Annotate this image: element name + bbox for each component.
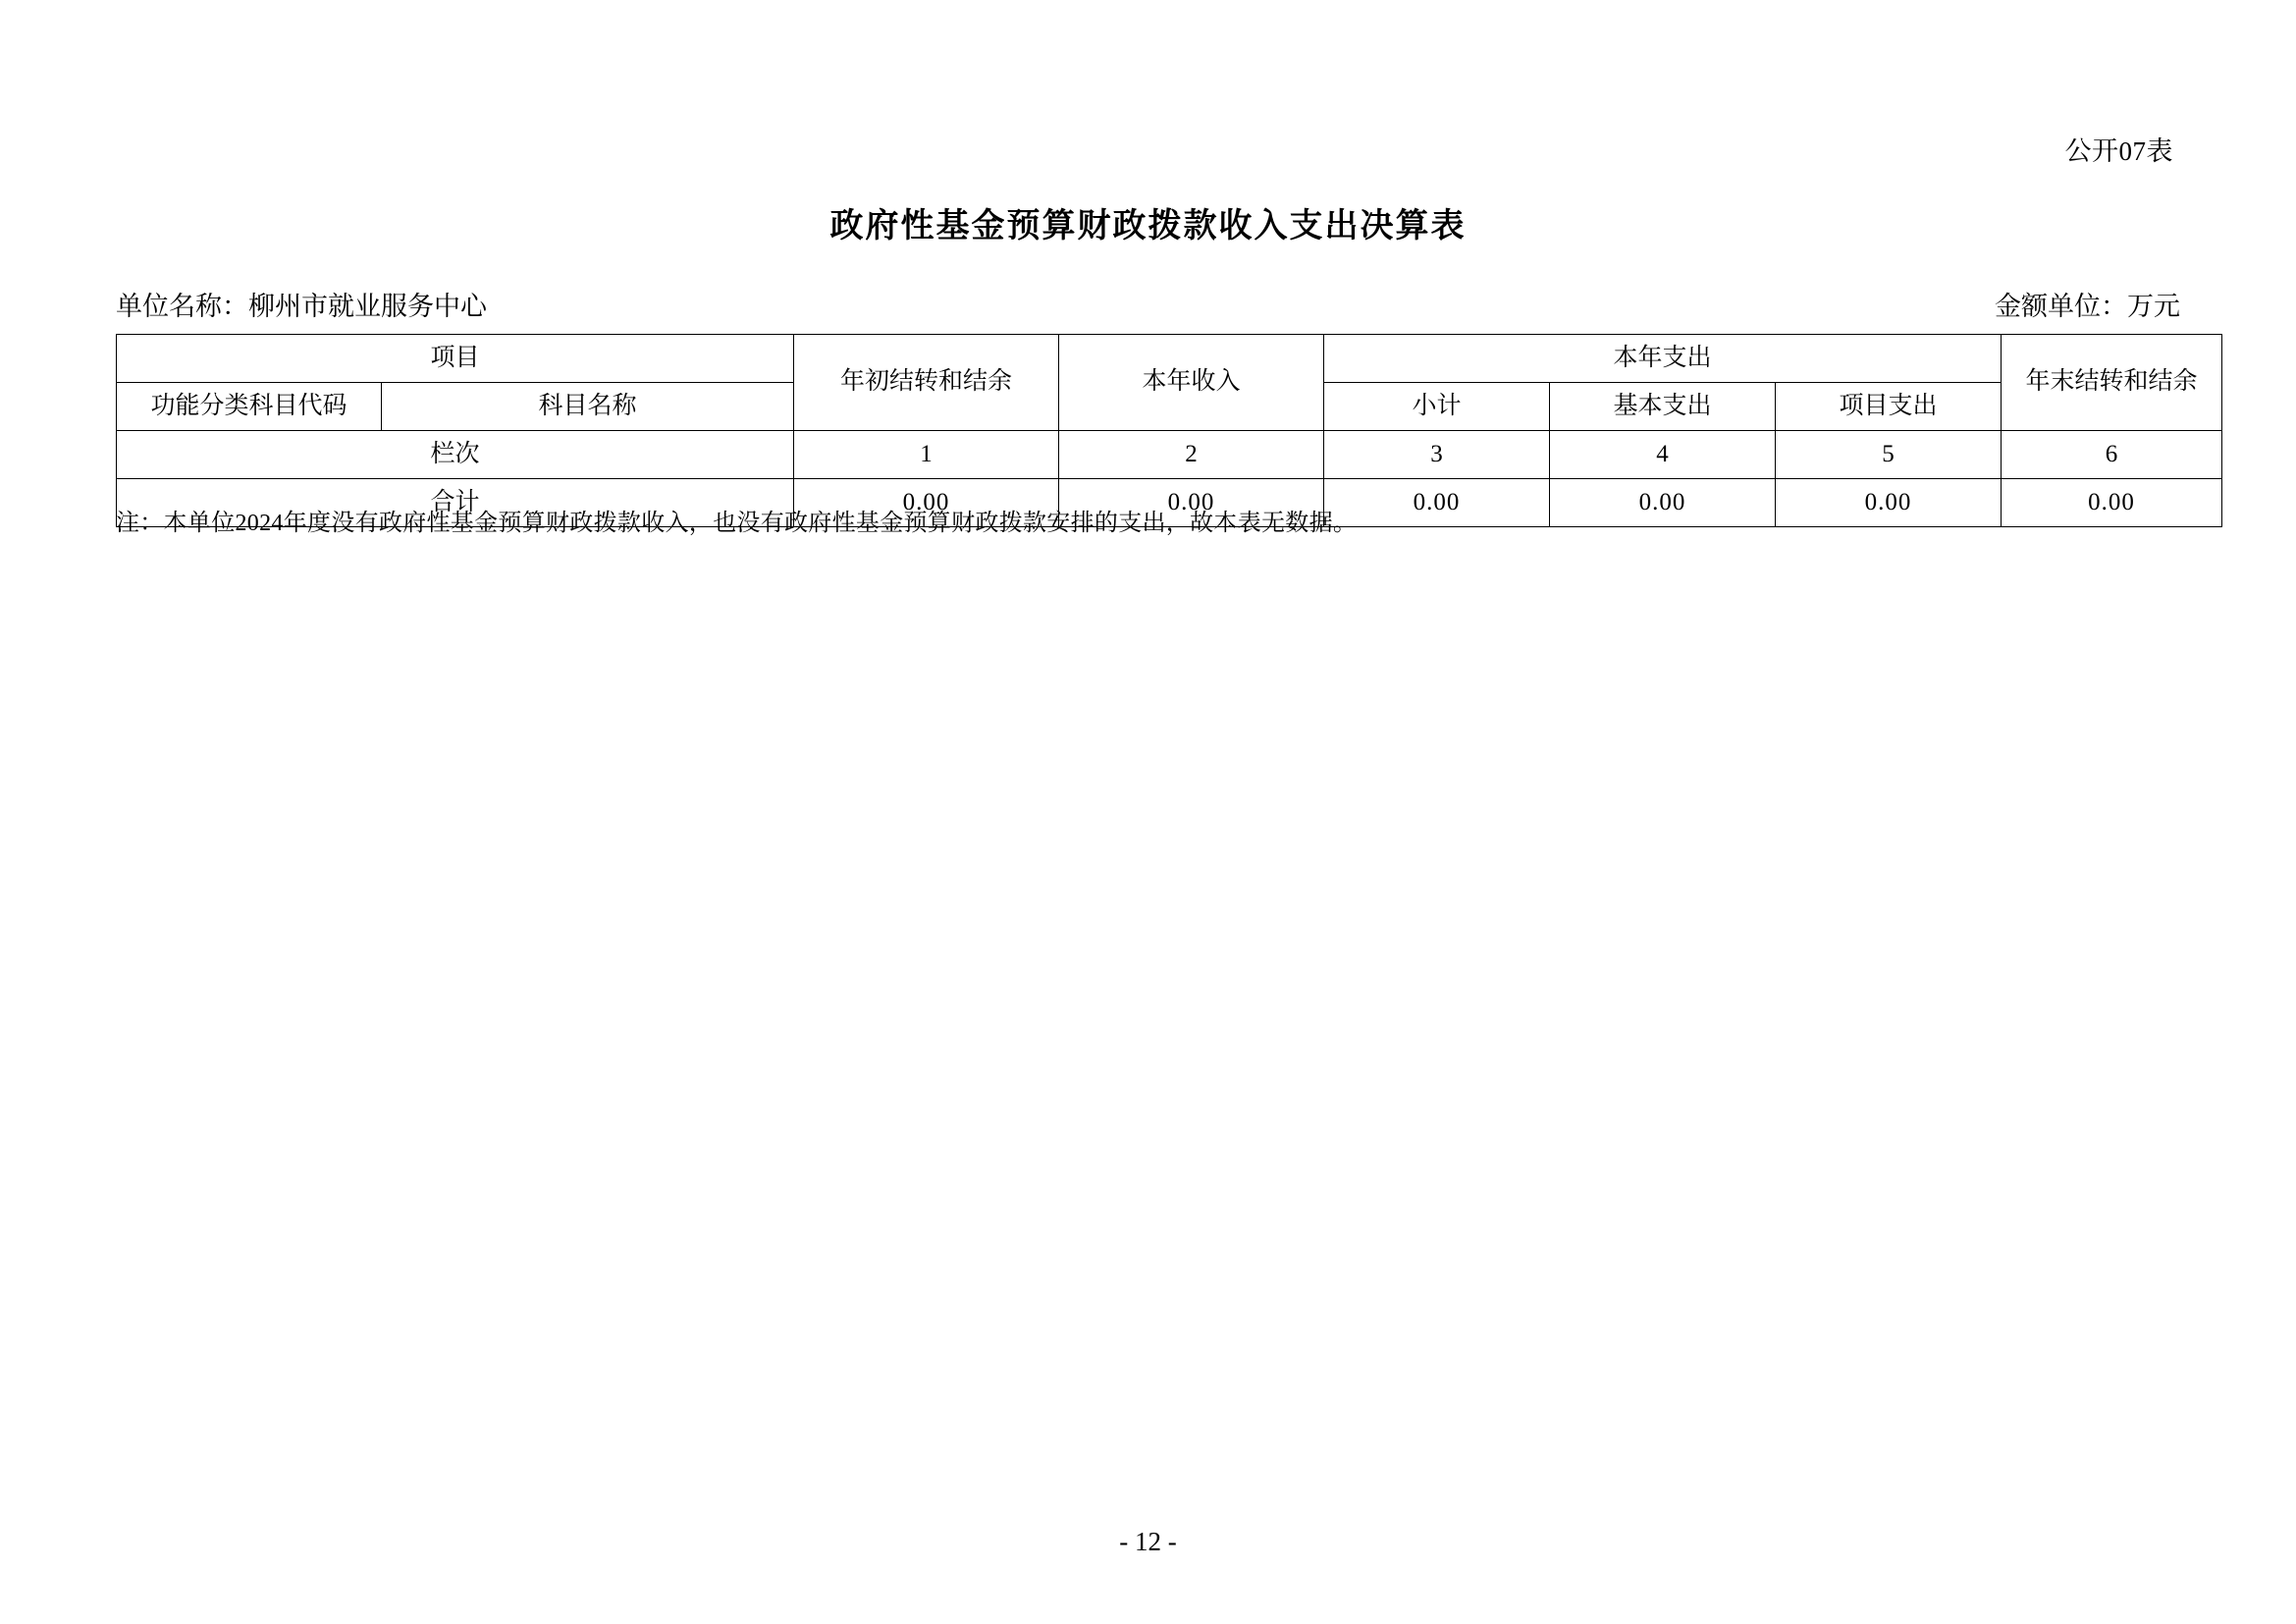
column-index-3: 3 [1324, 431, 1550, 479]
header-function-code: 功能分类科目代码 [117, 383, 382, 431]
column-index-5: 5 [1776, 431, 2002, 479]
header-end-balance: 年末结转和结余 [2002, 335, 2222, 431]
cell-subtotal: 0.00 [1324, 479, 1550, 527]
column-index-6: 6 [2002, 431, 2222, 479]
form-code: 公开07表 [2064, 136, 2173, 166]
header-year-expense-group: 本年支出 [1324, 335, 2002, 383]
header-item-group: 项目 [117, 335, 794, 383]
unit-name-value: 柳州市就业服务中心 [248, 292, 487, 321]
cell-begin-balance: 0.00 [794, 479, 1059, 527]
cell-basic-expense: 0.00 [1550, 479, 1776, 527]
table-note: 注：本单位2024年度没有政府性基金预算财政拨款收入，也没有政府性基金预算财政拨款安排的支出，故本表无数据。 [116, 511, 1358, 536]
budget-table [116, 334, 2222, 527]
column-index-2: 2 [1059, 431, 1324, 479]
header-begin-balance: 年初结转和结余 [794, 335, 1059, 431]
cell-year-income: 0.00 [1059, 479, 1324, 527]
column-index-label: 栏次 [117, 431, 794, 479]
header-project-expense: 项目支出 [1776, 383, 2002, 431]
cell-project-expense: 0.00 [1776, 479, 2002, 527]
column-index-4: 4 [1550, 431, 1776, 479]
header-subtotal: 小计 [1324, 383, 1550, 431]
column-index-1: 1 [794, 431, 1059, 479]
unit-name-block [116, 285, 487, 323]
amount-unit: 金额单位：万元 [1995, 292, 2180, 321]
cell-end-balance: 0.00 [2002, 479, 2222, 527]
table-column-index-row [117, 431, 2222, 479]
header-basic-expense: 基本支出 [1550, 383, 1776, 431]
meta-row [116, 285, 2180, 324]
unit-name-label: 单位名称： [116, 292, 248, 321]
page-title: 政府性基金预算财政拨款收入支出决算表 [829, 208, 1467, 244]
row-label-total: 合计 [117, 479, 794, 527]
page-number: - 12 - [1119, 1527, 1177, 1556]
table-header-row-1 [117, 335, 2222, 383]
header-year-income: 本年收入 [1059, 335, 1324, 431]
header-subject-name: 科目名称 [382, 383, 794, 431]
